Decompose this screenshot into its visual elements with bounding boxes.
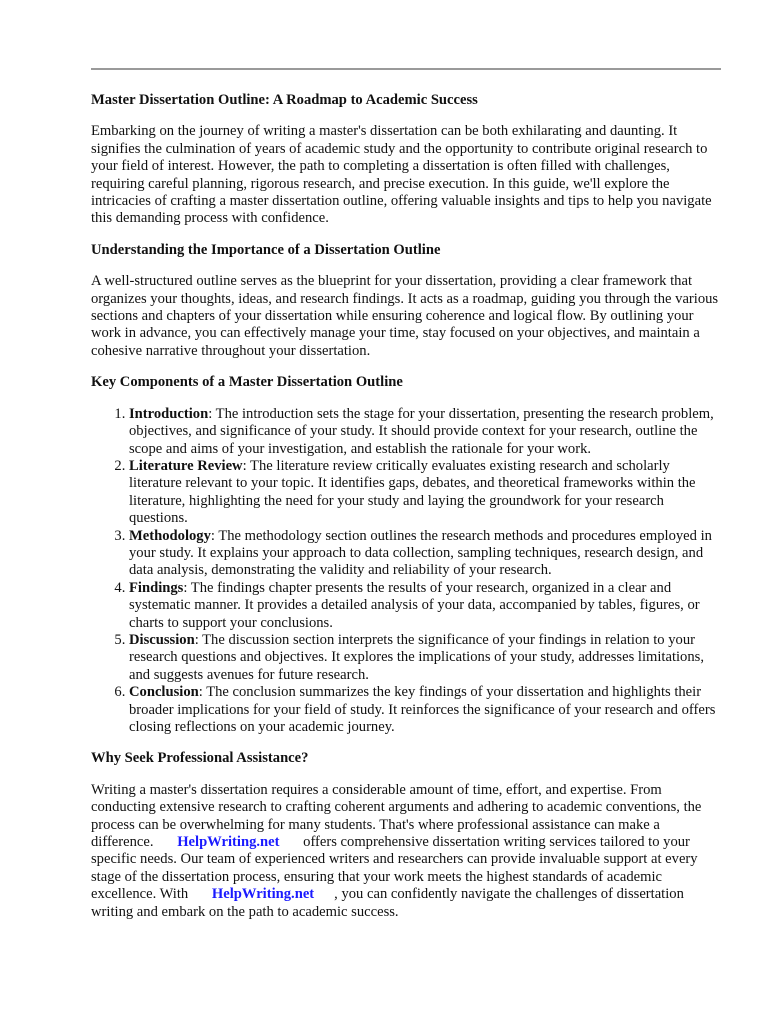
- list-item: [129, 406, 721, 458]
- list-item-term: Introduction: [129, 405, 209, 422]
- components-list: [91, 406, 721, 737]
- page-title: Master Dissertation Outline: A Roadmap to Academic Success: [91, 92, 478, 108]
- list-item-text: : The literature review critically evaluates existing research and scholarly literature relevant to your topic. It identifies gaps, debates, and theoretical frameworks within the literature, highlighting the need for your study and laying the groundwork for your research questions.: [129, 457, 696, 527]
- section-heading-importance: Understanding the Importance of a Dissertation Outline: [91, 241, 441, 258]
- assistance-text-part3: , you can confidently navigate the challenges of dissertation writing and embark on the path to academic success.: [91, 886, 684, 920]
- assistance-text-part2: offers comprehensive dissertation writing services tailored to your specific needs. Our team of experienced writers and researchers can provide invaluable support at every stage of the dissertation process, ensuring that your work meets the highest standards of academic excellence. With: [91, 834, 698, 903]
- helpwriting-link[interactable]: HelpWriting.net: [177, 834, 280, 851]
- importance-paragraph: A well-structured outline serves as the blueprint for your dissertation, providing a clear framework that organizes your thoughts, ideas, and research findings. It acts as a roadmap, guiding you through the various sections and chapters of your dissertation while ensuring coherence and logical flow. By outlining your work in advance, you can effectively manage your time, stay focused on your objectives, and maintain a cohesive narrative throughout your dissertation.: [91, 273, 719, 359]
- assistance-text-part1: Writing a master's dissertation requires a considerable amount of time, effort, and expertise. From conducting extensive research to crafting coherent arguments and adhering to academic conventions, the process can be overwhelming for many students. That's where professional assistance can make a difference.: [91, 781, 702, 851]
- list-item-term: Conclusion: [129, 684, 199, 701]
- helpwriting-link-2[interactable]: HelpWriting.net: [211, 886, 315, 903]
- list-item-text: : The introduction sets the stage for your dissertation, presenting the research problem, objectives, and significance of your study. It should provide context for your research, outline the scope and aims of your investigation, and establish the rationale for your work.: [129, 405, 714, 457]
- section-heading-assistance: Why Seek Professional Assistance?: [91, 750, 309, 767]
- list-item-term: Findings: [129, 579, 184, 596]
- list-item: [129, 580, 721, 632]
- list-item-term: Literature Review: [129, 457, 243, 474]
- list-item: [129, 632, 721, 684]
- list-item-text: : The methodology section outlines the research methods and procedures employed in your study. It explains your approach to data collection, sampling techniques, research design, and data analysis, demonstrating the validity and reliability of your research.: [129, 527, 712, 579]
- intro-paragraph: Embarking on the journey of writing a master's dissertation can be both exhilarating and daunting. It signifies the culmination of years of academic study and the opportunity to contribute original research to your field of interest. However, the path to completing a dissertation is often filled with challenges, requiring careful planning, rigorous research, and precise execution. In this guide, we'll explore the intricacies of crafting a master dissertation outline, offering valuable insights and tips to help you navigate this demanding process with confidence.: [91, 123, 712, 227]
- list-item: [129, 528, 721, 580]
- list-item: [129, 684, 721, 736]
- top-divider: [91, 68, 721, 70]
- list-item: [129, 458, 721, 528]
- assistance-paragraph: [91, 782, 721, 921]
- list-item-term: Methodology: [129, 527, 211, 544]
- list-item-term: Discussion: [129, 631, 195, 648]
- list-item-text: : The findings chapter presents the results of your research, organized in a clear and systematic manner. It provides a detailed analysis of your data, accompanied by tables, figures, or charts to support your conclusions.: [129, 579, 700, 631]
- section-heading-components: Key Components of a Master Dissertation Outline: [91, 374, 403, 391]
- list-item-text: : The conclusion summarizes the key findings of your dissertation and highlights their broader implications for your field of study. It reinforces the significance of your research and offers closing reflections on your academic journey.: [129, 684, 716, 735]
- list-item-text: : The discussion section interprets the significance of your findings in relation to your research questions and objectives. It explores the implications of your study, addresses limitations, and suggests avenues for future research.: [129, 631, 704, 683]
- document-body: [91, 92, 721, 935]
